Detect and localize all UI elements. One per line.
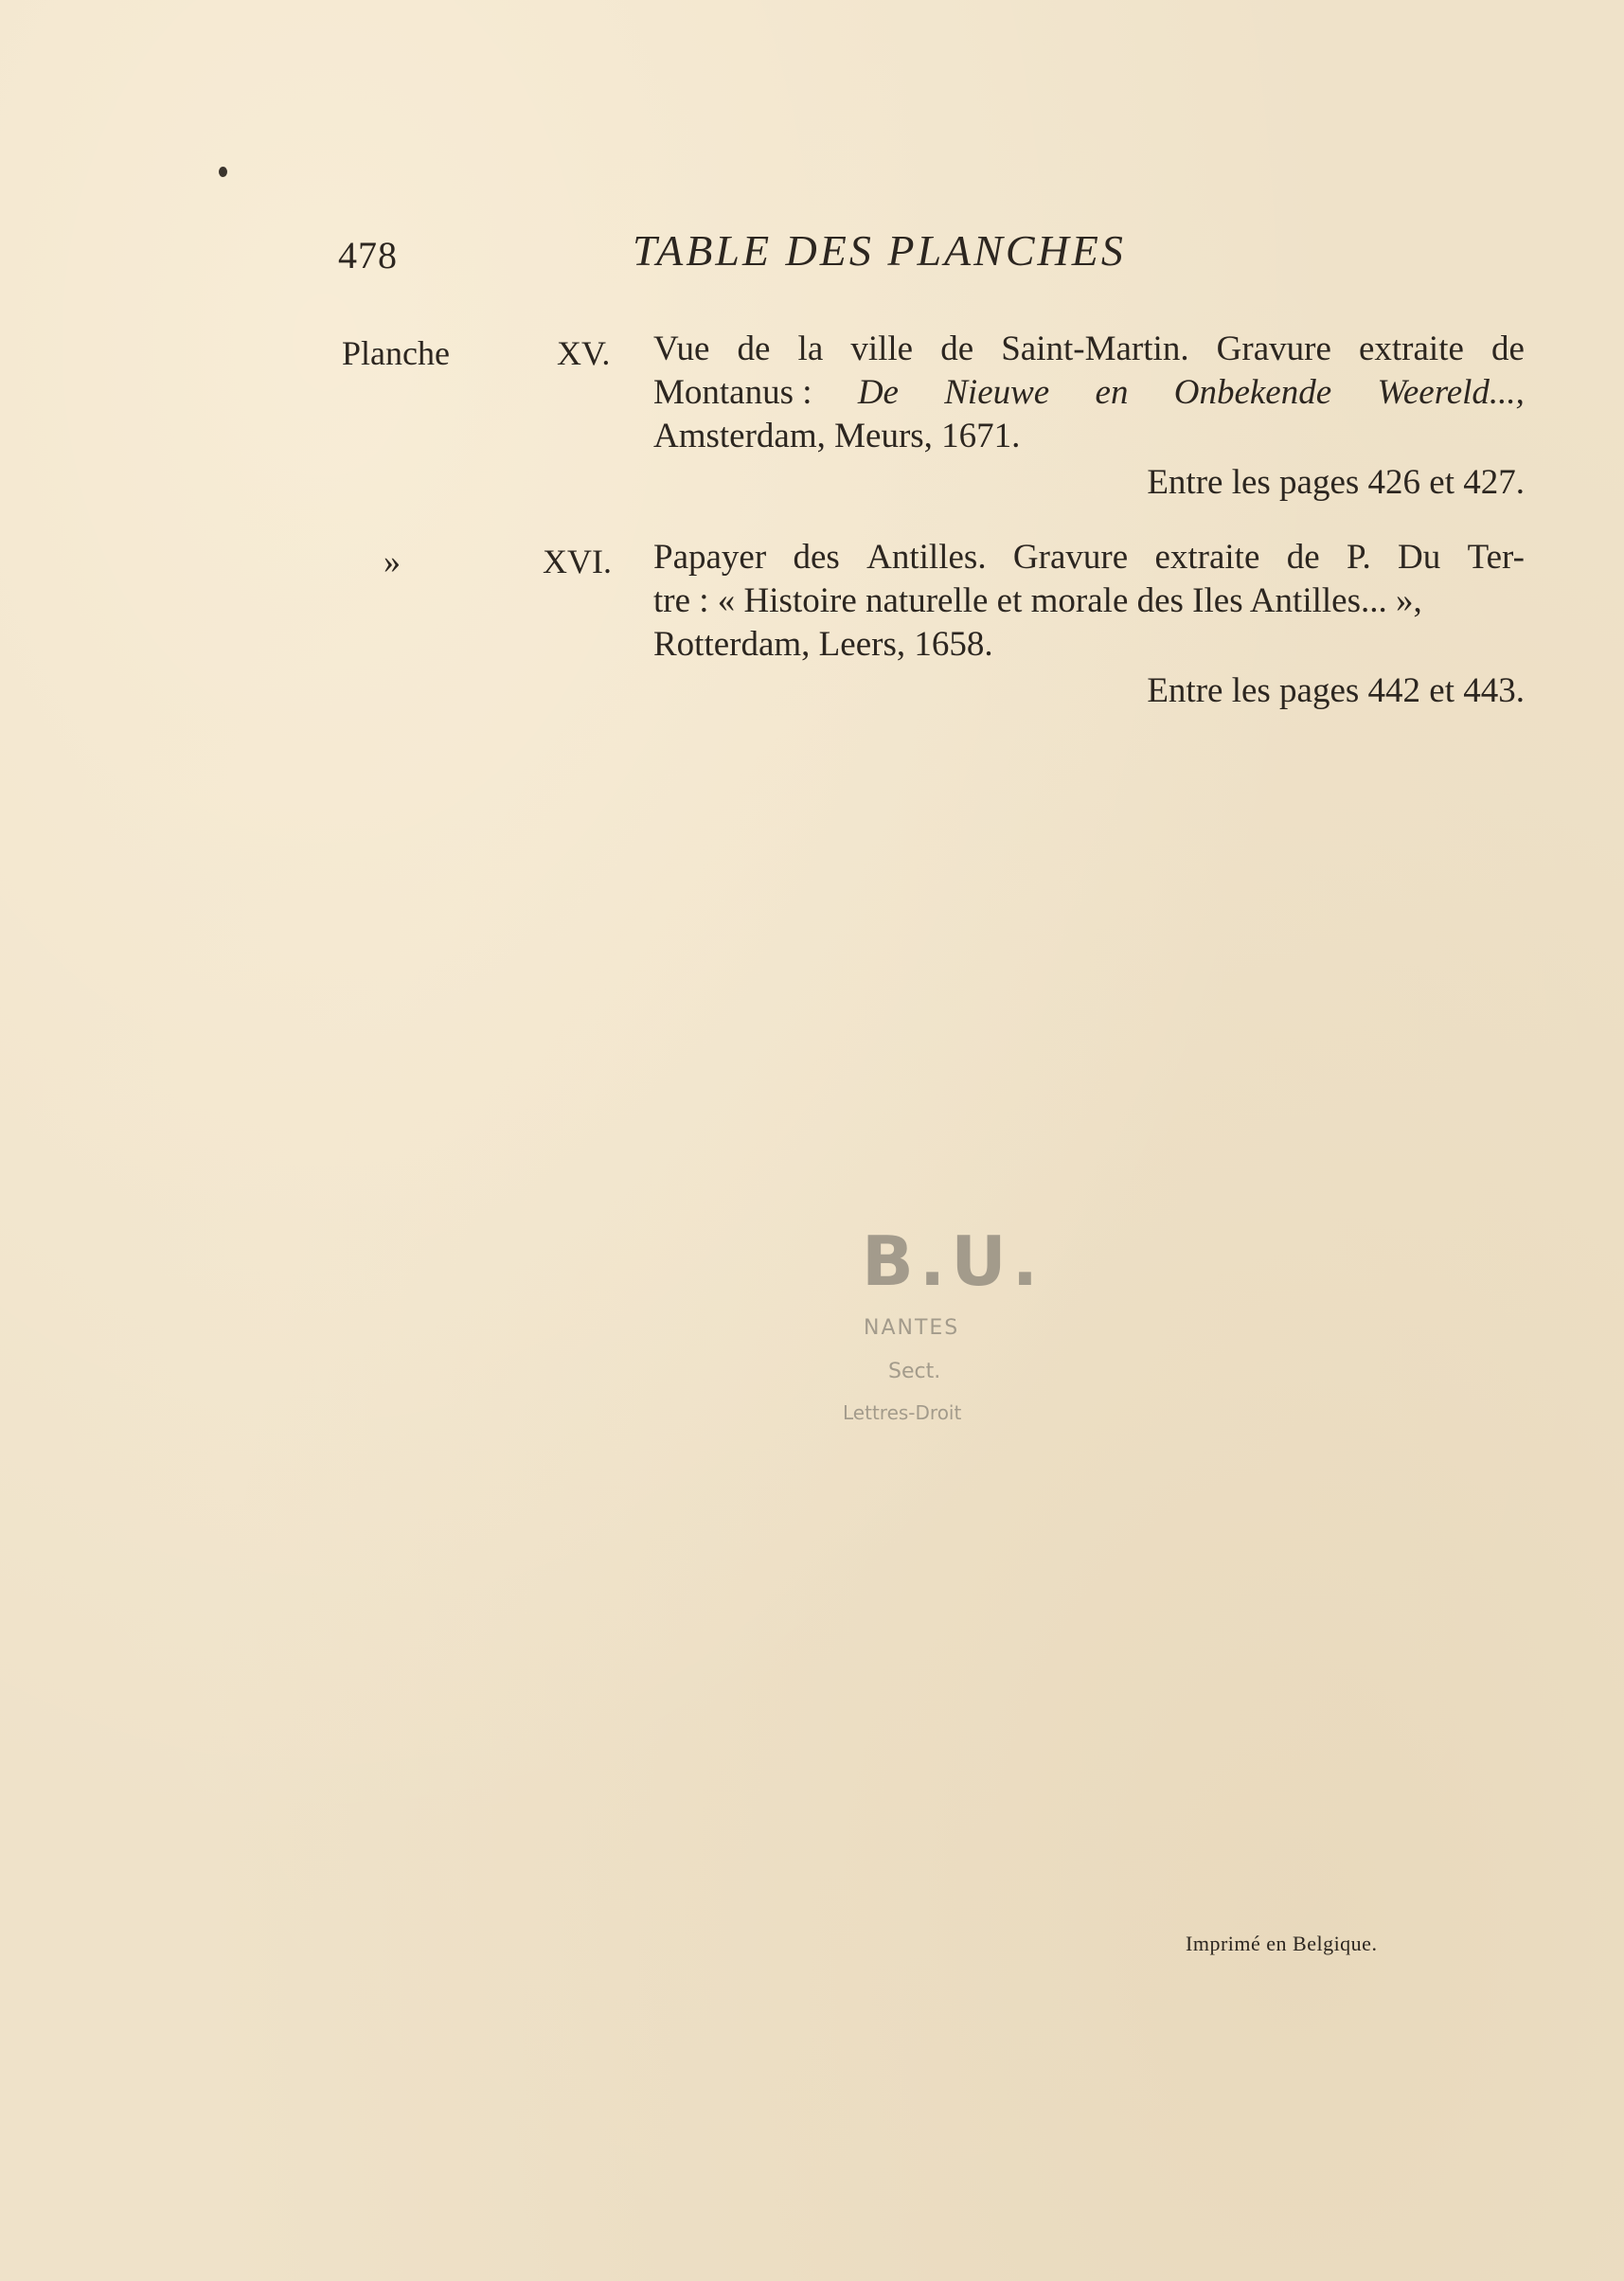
plate-entry-xv <box>653 328 1525 505</box>
entry-line-1: Vue de la ville de Saint-Martin. Gravure extraite de <box>653 330 1525 368</box>
page-number: 478 <box>338 234 398 276</box>
plate-entry-xvi <box>653 536 1525 713</box>
entry-line-2: tre : « Histoire naturelle et morale des Iles Antilles... », <box>653 581 1422 620</box>
entry-line-1: Papayer des Antilles. Gravure extraite de P. Du Ter- <box>653 538 1525 577</box>
column-label-planche: Planche <box>342 334 450 372</box>
running-title: TABLE DES PLANCHES <box>633 226 1126 275</box>
library-stamp: B.U. NANTES Sect. Lettres-Droit <box>843 1221 1044 1424</box>
plate-number-xv: XV. <box>557 334 611 372</box>
entry-line-2: Montanus : De Nieuwe en Onbekende Weereld..., <box>653 373 1525 412</box>
plate-number-xvi: XVI. <box>543 543 612 580</box>
entry-line-3: Amsterdam, Meurs, 1671. <box>653 417 1021 455</box>
entry-line-3: Rotterdam, Leers, 1658. <box>653 625 993 664</box>
entry-pages: Entre les pages 442 et 443. <box>1147 671 1525 710</box>
printer-imprint: Imprimé en Belgique. <box>1186 1932 1378 1955</box>
ink-speck <box>219 167 227 177</box>
ditto-mark: » <box>384 543 401 580</box>
entry-pages: Entre les pages 426 et 427. <box>1147 463 1525 502</box>
